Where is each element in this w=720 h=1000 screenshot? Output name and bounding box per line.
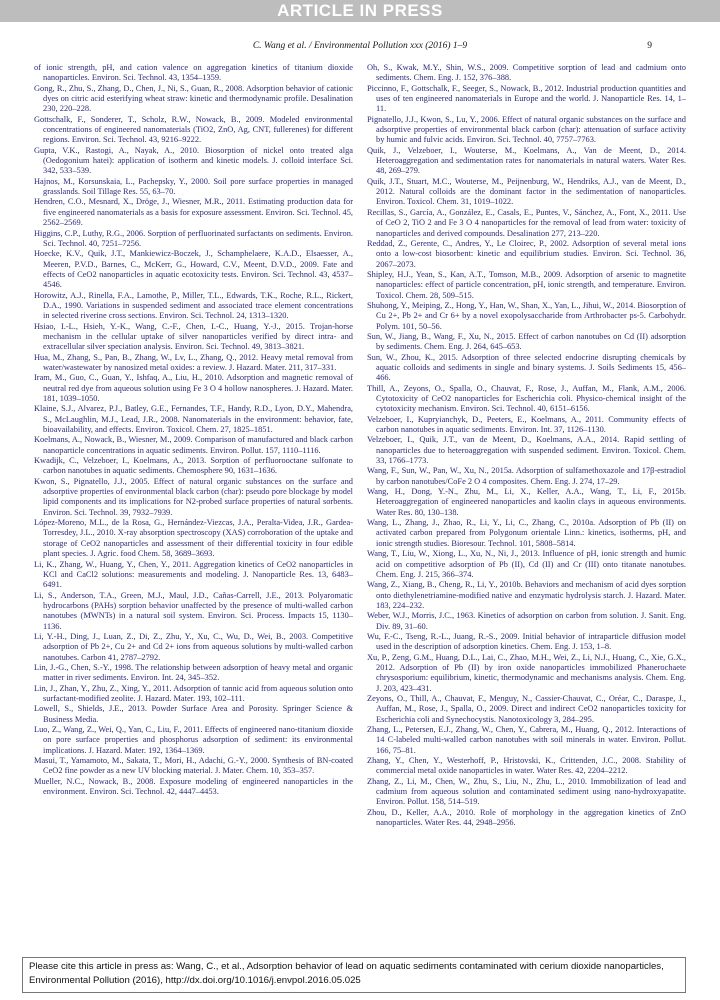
- reference-entry[interactable]: Hua, M., Zhang, S., Pan, B., Zhang, W., Lv, L., Zhang, Q., 2012. Heavy metal removal from water/wastewater by nanosized metal oxides: a review. J. Hazard. Mater. 211, 317–331.: [34, 352, 353, 372]
- right-reference-column: [367, 63, 686, 943]
- reference-entry[interactable]: Velzeboer, I., Kupryianchyk, D., Peeters, E., Koelmans, A., 2011. Community effects of carbon nanotubes in aquatic sediments. Environ. Int. 37, 1126–1130.: [367, 414, 686, 435]
- running-head-text: C. Wang et al. / Environmental Pollution xxx (2016) 1–9: [252, 41, 468, 51]
- reference-entry[interactable]: Kwadijk, C., Velzeboer, I., Koelmans, A., 2013. Sorption of perfluorooctane sulfonate to carbon nanotubes in aquatic sediments. Chemosphere 90, 1631–1636.: [34, 456, 353, 476]
- reference-entry[interactable]: Piccinno, F., Gottschalk, F., Seeger, S., Nowack, B., 2012. Industrial production quantities and uses of ten engineered nanomaterials in Europe and the world. J. Nanoparticle Res. 14, 1–11.: [367, 83, 686, 114]
- reference-entry[interactable]: Hsiao, I.-L., Hsieh, Y.-K., Wang, C.-F., Chen, I.-C., Huang, Y.-J., 2015. Trojan-horse mechanism in the cellular uptake of silver nanoparticles verified by direct intra- and extracellular silver speciation analysis. Environ. Sci. Technol. 49, 3813–3821.: [34, 321, 353, 352]
- reference-entry[interactable]: Oh, S., Kwak, M.Y., Shin, W.S., 2009. Competitive sorption of lead and cadmium onto sediments. Chem. Eng. J. 152, 376–388.: [367, 63, 686, 83]
- reference-entry[interactable]: Gong, R., Zhu, S., Zhang, D., Chen, J., Ni, S., Guan, R., 2008. Adsorption behavior of cationic dyes on citric acid esterifying wheat straw: kinetic and thermodynamic profile. Desalination 230, 220–228.: [34, 83, 353, 114]
- reference-entry[interactable]: Zhou, D., Keller, A.A., 2010. Role of morphology in the aggregation kinetics of ZnO nanoparticles. Water Res. 44, 2948–2956.: [367, 807, 686, 828]
- reference-entry[interactable]: Sun, W., Zhou, K., 2015. Adsorption of three selected endocrine disrupting chemicals by aquatic colloids and sediments in single and binary systems. J. Soils Sediments 15, 456–466.: [367, 352, 686, 383]
- reference-entry[interactable]: Sun, W., Jiang, B., Wang, F., Xu, N., 2015. Effect of carbon nanotubes on Cd (II) adsorption by sediments. Chem. Eng. J. 264, 645–653.: [367, 331, 686, 352]
- reference-entry[interactable]: Li, S., Anderson, T.A., Green, M.J., Maul, J.D., Cañas-Carrell, J.E., 2013. Polyaromatic hydrocarbons (PAHs) sorption behavior unaffected by the presence of multi-walled carbon nanotubes (MWNTs) in a natural soil system. Environ. Sci. Process. Impacts 15, 1130–1136.: [34, 590, 353, 631]
- reference-entry[interactable]: of ionic strength, pH, and cation valence on aggregation kinetics of titanium dioxide nanoparticles. Environ. Sci. Technol. 43, 1354–1359.: [34, 63, 353, 83]
- reference-entry[interactable]: Weber, W.J., Morris, J.C., 1963. Kinetics of adsorption on carbon from solution. J. Sanit. Eng. Div. 89, 31–60.: [367, 611, 686, 631]
- reference-entry[interactable]: Mueller, N.C., Nowack, B., 2008. Exposure modeling of engineered nanoparticles in the environment. Environ. Sci. Technol. 42, 4447–4453.: [34, 776, 353, 797]
- reference-entry[interactable]: Wang, H., Dong, Y.-N., Zhu, M., Li, X., Keller, A.A., Wang, T., Li, F., 2015b. Heteroaggregation of engineered nanoparticles and kaolin clays in aqueous environments. Water Res. 80, 130–138.: [367, 487, 686, 517]
- reference-entry[interactable]: Gottschalk, F., Sonderer, T., Scholz, R.W., Nowack, B., 2009. Modeled environmental concentrations of engineered nanomaterials (TiO2, ZnO, Ag, CNT, fullerenes) for different regions. Environ. Sci. Technol. 43, 9216–9222.: [34, 114, 353, 145]
- reference-columns: [34, 63, 686, 943]
- reference-entry[interactable]: Wang, T., Liu, W., Xiong, L., Xu, N., Ni, J., 2013. Influence of pH, ionic strength and humic acid on competitive adsorption of Pb (II), Cd (II) and Cr (III) onto titanate nanotubes. Chem. Eng. J. 215, 366–374.: [367, 549, 686, 579]
- reference-entry[interactable]: Li, Y.-H., Ding, J., Luan, Z., Di, Z., Zhu, Y., Xu, C., Wu, D., Wei, B., 2003. Competitive adsorption of Pb 2+, Cu 2+ and Cd 2+ ions from aqueous solutions by multi-walled carbon nanotubes. Carbon 41, 2787–2792.: [34, 631, 353, 662]
- reference-entry[interactable]: Zhang, Z., Li, M., Chen, W., Zhu, S., Liu, N., Zhu, L., 2010. Immobilization of lead and cadmium from aqueous solution and contaminated sediment using nano-hydroxyapatite. Environ. Pollut. 158, 514–519.: [367, 776, 686, 807]
- reference-entry[interactable]: Shuhong, Y., Meiping, Z., Hong, Y., Han, W., Shan, X., Yan, L., Jihui, W., 2014. Biosorption of Cu 2+, Pb 2+ and Cr 6+ by a novel exopolysaccharide from Arthrobacter ps-5. Carbohydr. Polym. 101, 50–56.: [367, 300, 686, 331]
- reference-entry[interactable]: Lin, J.-G., Chen, S.-Y., 1998. The relationship between adsorption of heavy metal and organic matter in river sediments. Environ. Int. 24, 345–352.: [34, 662, 353, 683]
- reference-entry[interactable]: Quik, J.T., Stuart, M.C., Wouterse, M., Peijnenburg, W., Hendriks, A.J., van de Meent, D., 2012. Natural colloids are the dominant factor in the sedimentation of nanoparticles. Environ. Toxicol. Chem. 31, 1019–1022.: [367, 176, 686, 207]
- reference-entry[interactable]: Gupta, V.K., Rastogi, A., Nayak, A., 2010. Biosorption of nickel onto treated alga (Oedogonium hatei): application of isotherm and kinetic models. J. colloid interface Sci. 342, 533–539.: [34, 145, 353, 176]
- reference-entry[interactable]: Horowitz, A.J., Rinella, F.A., Lamothe, P., Miller, T.L., Edwards, T.K., Roche, R.L., Rickert, D.A., 1990. Variations in suspended sediment and associated trace element concentrations in selected riverine cross sections. Environ. Sci. Technol. 24, 1313–1320.: [34, 290, 353, 321]
- left-reference-column: [34, 63, 353, 943]
- reference-entry[interactable]: Hoecke, K.V., Quik, J.T., Mankiewicz-Boczek, J., Schamphelaere, K.A.D., Elsaesser, A., Meeren, P.V.D., Barnes, C., McKerr, G., Howard, C.V., Meent, D.V.D., 2009. Fate and effects of CeO2 nanoparticles in aquatic ecotoxicity tests. Environ. Sci. Technol. 43, 4537–4546.: [34, 249, 353, 290]
- reference-entry[interactable]: Thill, A., Zeyons, O., Spalla, O., Chauvat, F., Rose, J., Auffan, M., Flank, A.M., 2006. Cytotoxicity of CeO2 nanoparticles for Escherichia coli. Physico-chemical insight of the cytotoxicity mechanism. Environ. Sci. Technol. 40, 6151–6156.: [367, 383, 686, 414]
- reference-entry[interactable]: Wu, F.-C., Tseng, R.-L., Juang, R.-S., 2009. Initial behavior of intraparticle diffusion model used in the description of adsorption kinetics. Chem. Eng. J. 153, 1–8.: [367, 631, 686, 652]
- reference-entry[interactable]: Zhang, Y., Chen, Y., Westerhoff, P., Hristovski, K., Crittenden, J.C., 2008. Stability of commercial metal oxide nanoparticles in water. Water Res. 42, 2204–2212.: [367, 756, 686, 776]
- reference-entry[interactable]: Reddad, Z., Gerente, C., Andres, Y., Le Cloirec, P., 2002. Adsorption of several metal ions onto a low-cost biosorbent: kinetic and equilibrium studies. Environ. Sci. Technol. 36, 2067–2073.: [367, 238, 686, 269]
- reference-entry[interactable]: López-Moreno, M.L., de la Rosa, G., Hernández-Viezcas, J.A., Peralta-Videa, J.R., Gardea-Torresdey, J.L., 2010. X-ray absorption spectroscopy (XAS) corroboration of the uptake and storage of CeO2 nanoparticles and assessment of their differential toxicity in four edible plant species. J. Agric. food Chem. 58, 3689–3693.: [34, 518, 353, 559]
- reference-entry[interactable]: Velzeboer, I., Quik, J.T., van de Meent, D., Koelmans, A.A., 2014. Rapid settling of nanoparticles due to heteroaggregation with suspended sediment. Environ. Toxicol. Chem. 33, 1766–1773.: [367, 435, 686, 466]
- reference-entry[interactable]: Shipley, H.J., Yean, S., Kan, A.T., Tomson, M.B., 2009. Adsorption of arsenic to magnetite nanoparticles: effect of particle concentration, pH, ionic strength, and temperature. Environ. Toxicol. Chem. 28, 509–515.: [367, 269, 686, 300]
- reference-entry[interactable]: Hendren, C.O., Mesnard, X., Dröge, J., Wiesner, M.R., 2011. Estimating production data for five engineered nanomaterials as a basis for exposure assessment. Environ. Sci. Technol. 45, 2562–2569.: [34, 197, 353, 228]
- reference-entry[interactable]: Wang, L., Zhang, J., Zhao, R., Li, Y., Li, C., Zhang, C., 2010a. Adsorption of Pb (II) on activated carbon prepared from Polygonum orientale Linn.: kinetics, isotherms, pH, and ionic strength studies. Bioresour. Technol. 101, 5808–5814.: [367, 518, 686, 548]
- reference-entry[interactable]: Masui, T., Yamamoto, M., Sakata, T., Mori, H., Adachi, G.-Y., 2000. Synthesis of BN-coated CeO2 fine powder as a new UV blocking material. J. Mater. Chem. 10, 353–357.: [34, 756, 353, 776]
- reference-entry[interactable]: Zeyons, O., Thill, A., Chauvat, F., Menguy, N., Cassier-Chauvat, C., Oréar, C., Daraspe, J., Auffan, M., Rose, J., Spalla, O., 2009. Direct and indirect CeO2 nanoparticles toxicity for Escherichia coli and Synechocystis. Nanotoxicology 3, 284–295.: [367, 693, 686, 724]
- reference-entry[interactable]: Higgins, C.P., Luthy, R.G., 2006. Sorption of perfluorinated surfactants on sediments. Environ. Sci. Technol. 40, 7251–7256.: [34, 228, 353, 248]
- reference-entry[interactable]: Quik, J., Velzeboer, I., Wouterse, M., Koelmans, A., Van de Meent, D., 2014. Heteroaggregation and sedimentation rates for nanomaterials in natural waters. Water Res. 48, 269–279.: [367, 145, 686, 176]
- reference-entry[interactable]: Klaine, S.J., Alvarez, P.J., Batley, G.E., Fernandes, T.F., Handy, R.D., Lyon, D.Y., Mahendra, S., McLaughlin, M.J., Lead, J.R., 2008. Nanomaterials in the environment: behavior, fate, bioavailability, and effects. Environ. Toxicol. Chem. 27, 1825–1851.: [34, 404, 353, 435]
- reference-entry[interactable]: Iram, M., Guo, C., Guan, Y., Ishfaq, A., Liu, H., 2010. Adsorption and magnetic removal of neutral red dye from aqueous solution using Fe 3 O 4 hollow nanospheres. J. Hazard. Mater. 181, 1039–1050.: [34, 373, 353, 403]
- page-number: 9: [647, 41, 652, 51]
- reference-entry[interactable]: Wang, Z., Xiang, B., Cheng, R., Li, Y., 2010b. Behaviors and mechanism of acid dyes sorption onto diethylenetriamine-modified native and enzymatic hydrolysis starch. J. Hazard. Mater. 183, 224–232.: [367, 580, 686, 610]
- article-in-press-banner: ARTICLE IN PRESS: [0, 0, 720, 22]
- reference-entry[interactable]: Luo, Z., Wang, Z., Wei, Q., Yan, C., Liu, F., 2011. Effects of engineered nano-titanium dioxide on pore surface properties and phosphorus adsorption of sediment: its environmental implications. J. Hazard. Mater. 192, 1364–1369.: [34, 725, 353, 755]
- running-head: [34, 41, 686, 55]
- reference-entry[interactable]: Lowell, S., Shields, J.E., 2013. Powder Surface Area and Porosity. Springer Science & Business Media.: [34, 704, 353, 724]
- citation-notice: Please cite this article in press as: Wang, C., et al., Adsorption behavior of lead on aquatic sediments contaminated with cerium dioxide nanoparticles, Environmental Pollution (2016), http://dx.doi.org/10.1016/j.envpol.2016.05.025: [22, 957, 686, 993]
- reference-entry[interactable]: Lin, J., Zhan, Y., Zhu, Z., Xing, Y., 2011. Adsorption of tannic acid from aqueous solution onto surfactant-modified zeolite. J. Hazard. Mater. 193, 102–111.: [34, 683, 353, 703]
- reference-entry[interactable]: Pignatello, J.J., Kwon, S., Lu, Y., 2006. Effect of natural organic substances on the surface and adsorptive properties of environmental black carbon (char): attenuation of surface activity by humic and fulvic acids. Environ. Sci. Technol. 40, 7757–7763.: [367, 114, 686, 145]
- reference-entry[interactable]: Hajnos, M., Korsunskaia, L., Pachepsky, Y., 2000. Soil pore surface properties in managed grasslands. Soil Tillage Res. 55, 63–70.: [34, 176, 353, 197]
- reference-entry[interactable]: Recillas, S., García, A., González, E., Casals, E., Puntes, V., Sánchez, A., Font, X., 2011. Use of CeO 2, TiO 2 and Fe 3 O 4 nanoparticles for the removal of lead from water: toxicity of nanoparticles and derived compounds. Desalination 277, 213–220.: [367, 207, 686, 238]
- reference-entry[interactable]: Koelmans, A., Nowack, B., Wiesner, M., 2009. Comparison of manufactured and black carbon nanoparticle concentrations in aquatic sediments. Environ. Pollut. 157, 1110–1116.: [34, 435, 353, 455]
- reference-entry[interactable]: Li, K., Zhang, W., Huang, Y., Chen, Y., 2011. Aggregation kinetics of CeO2 nanoparticles in KCl and CaCl2 solutions: measurements and modeling. J. Nanoparticle Res. 13, 6483–6491.: [34, 559, 353, 590]
- reference-entry[interactable]: Xu, P., Zeng, G.M., Huang, D.L., Lai, C., Zhao, M.H., Wei, Z., Li, N.J., Huang, C., Xie, G.X., 2012. Adsorption of Pb (II) by iron oxide nanoparticles immobilized Phanerochaete chrysosporium: equilibrium, kinetic, thermodynamic and mechanisms analysis. Chem. Eng. J. 203, 423–431.: [367, 652, 686, 693]
- reference-entry[interactable]: Zhang, L., Petersen, E.J., Zhang, W., Chen, Y., Cabrera, M., Huang, Q., 2012. Interactions of 14 C-labeled multi-walled carbon nanotubes with soil minerals in water. Environ. Pollut. 166, 75–81.: [367, 725, 686, 755]
- reference-entry[interactable]: Kwon, S., Pignatello, J.J., 2005. Effect of natural organic substances on the surface and adsorptive properties of environmental black carbon (char): pseudo pore blockage by model lipid components and its implications for N2-probed surface properties of natural sorbents. Environ. Sci. Technol. 39, 7932–7939.: [34, 476, 353, 517]
- reference-entry[interactable]: Wang, F., Sun, W., Pan, W., Xu, N., 2015a. Adsorption of sulfamethoxazole and 17β-estradiol by carbon nanotubes/CoFe 2 O 4 composites. Chem. Eng. J. 274, 17–29.: [367, 466, 686, 486]
